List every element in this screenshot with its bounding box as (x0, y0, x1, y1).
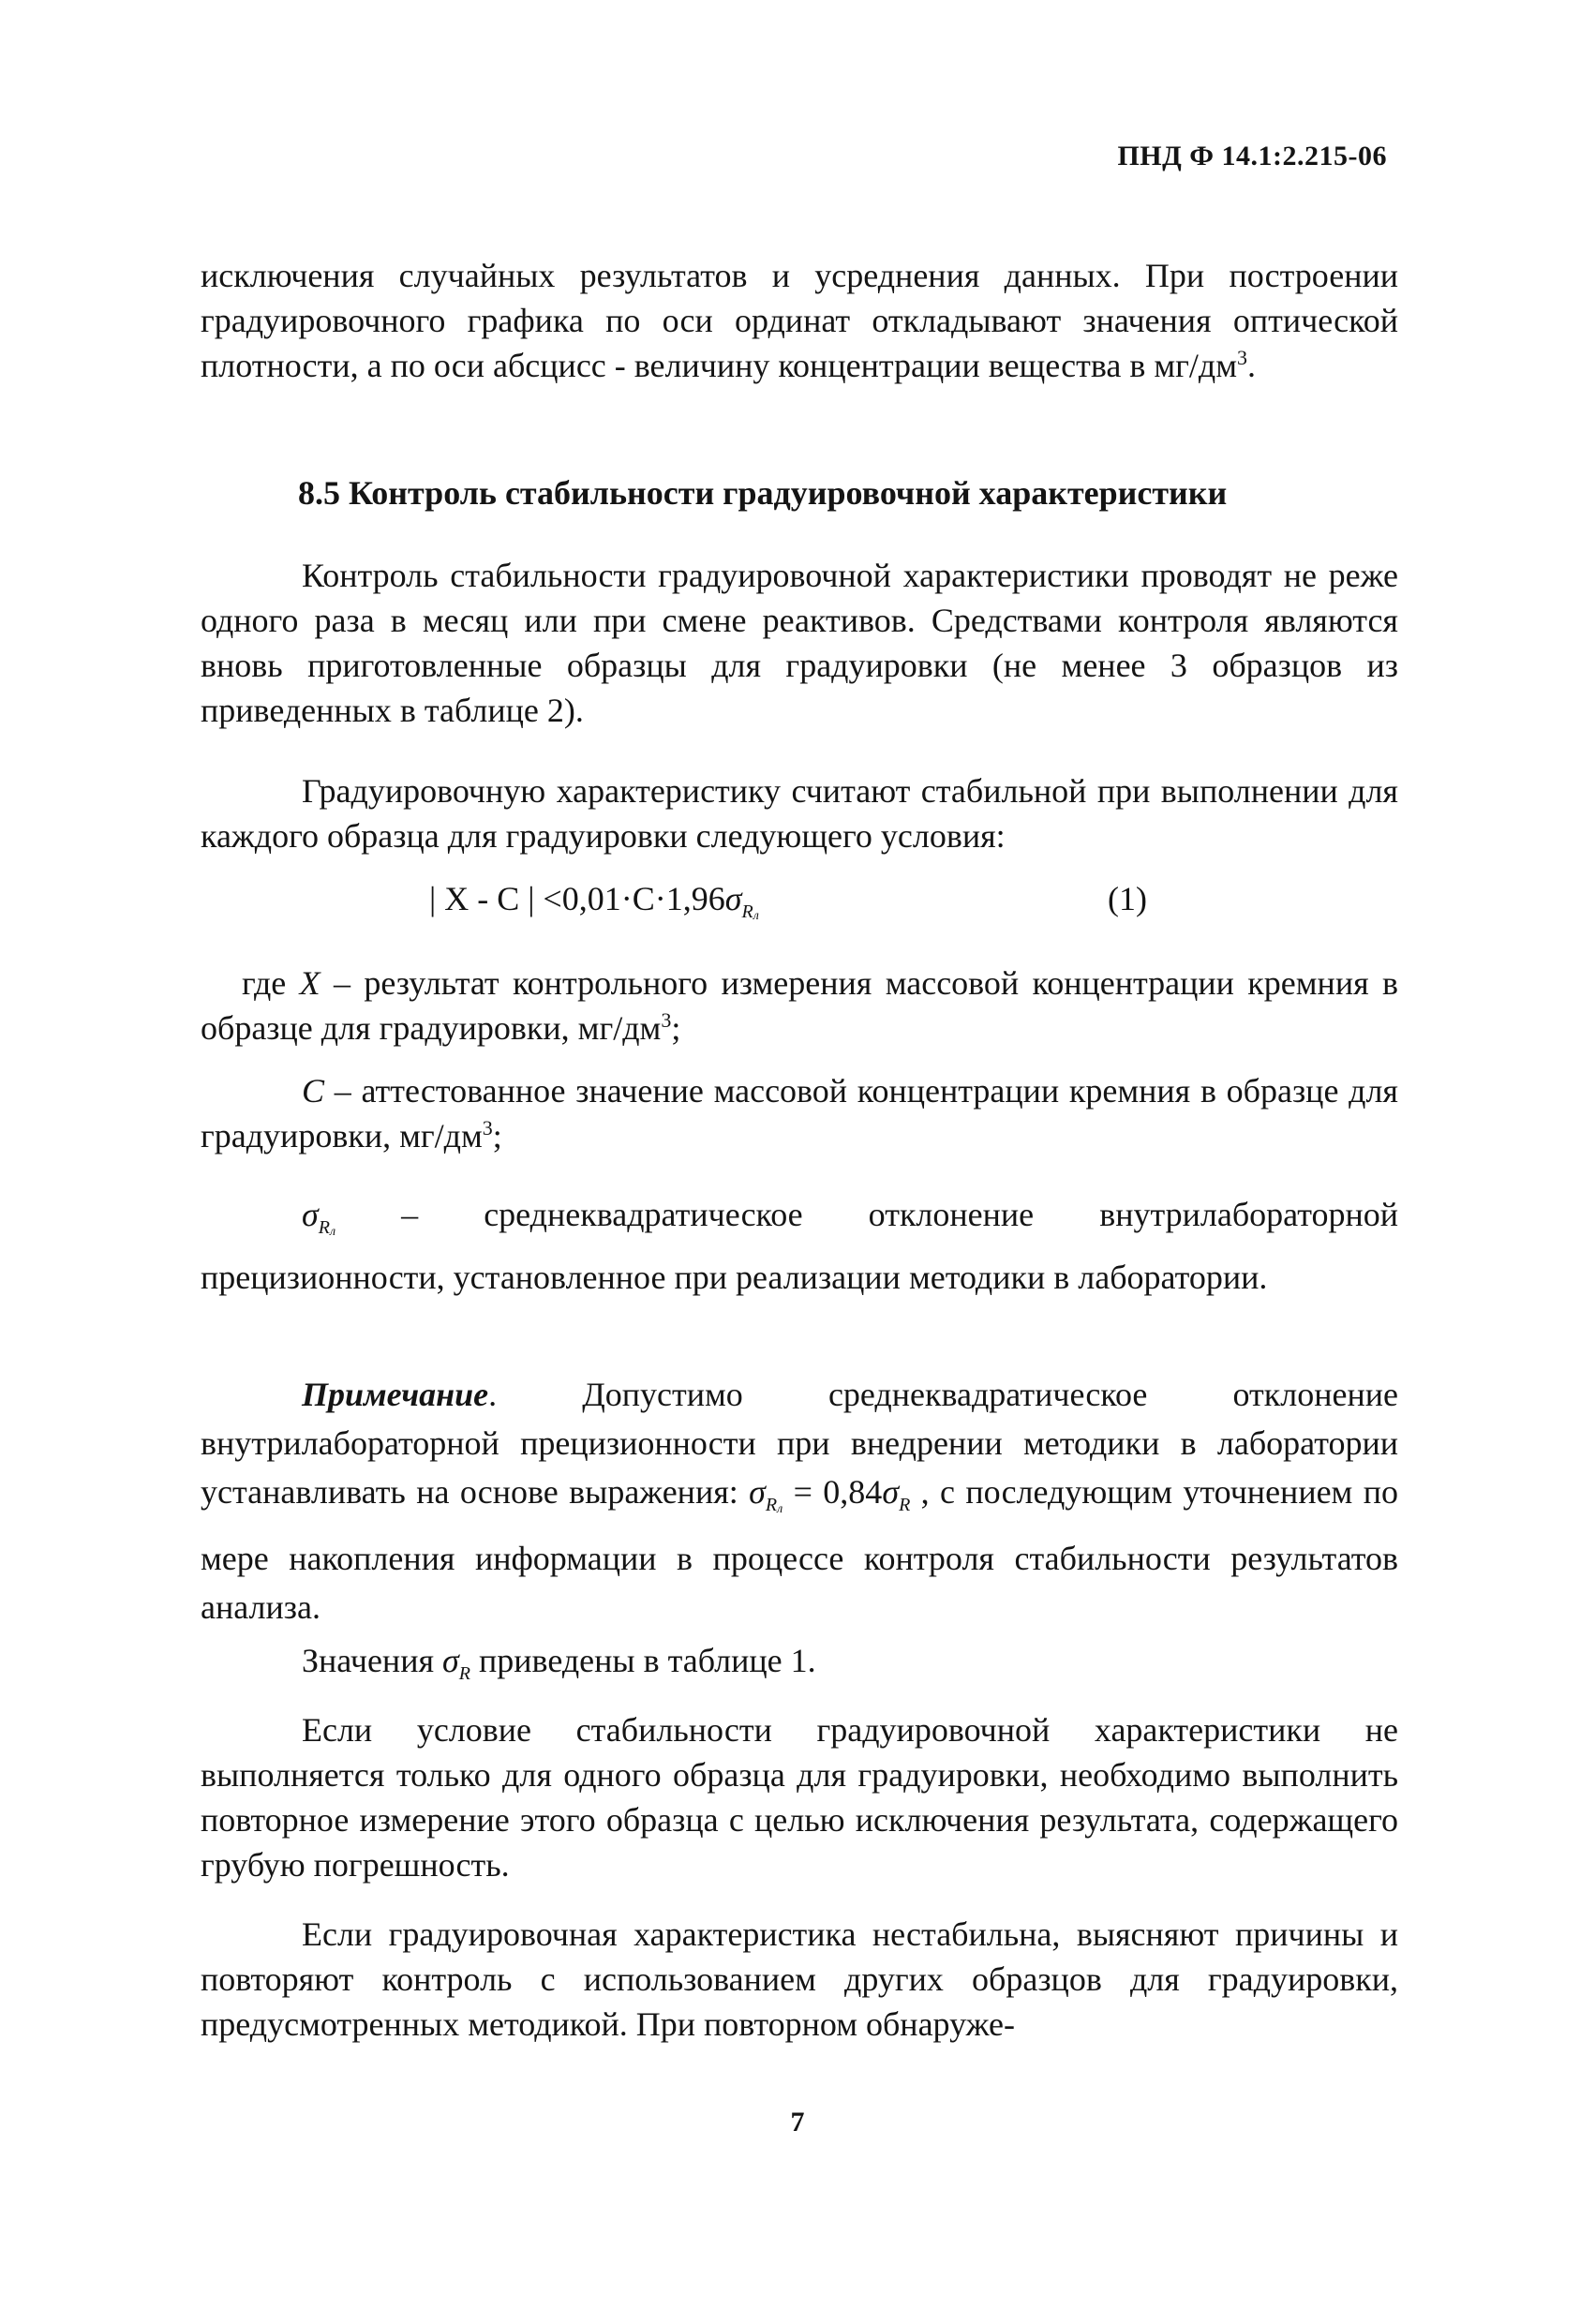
paragraph-single-sample: Если условие стабильности градуировочной характеристики не выполняется только для одного образца для градуировки, необходимо выполнить повторное измерение этого образца с целью исключения результата, содержащего грубую погрешность. (201, 1711, 1398, 1884)
stability-formula: | X - C | $<0,01\cdot C\cdot 1,96\sigma_{Rл}$ (429, 880, 759, 923)
paragraph-control: Контроль стабильности градуировочной характеристики проводят не реже одного раза в месяц или при смене реактивов. Средствами контроля являются вновь приготовленные образцы для градуировки (не менее 3 образцов из приведенных в таблице 2). (201, 557, 1398, 729)
page-number: 7 (790, 2107, 805, 2138)
definition-sigma: $\sigma_{Rл}$ – среднеквадратическое отклонение внутрилабораторной прецизионности, установленное при реализации методики в лаборатории. (201, 1196, 1398, 1296)
paragraph-condition: Градуировочную характеристику считают стабильной при выполнении для каждого образца для градуировки следующего условия: (201, 772, 1398, 855)
note-paragraph: Примечание. Допустимо среднеквадратическое отклонение внутрилабораторной прецизионности при внедрении методики в лаборатории устанавливать на основе выражения: $\sigma_{Rл} = 0,84\sigma_R$ , с последующим уточнением по мере накопления информации в процессе контроля стабильности результатов анализа. (201, 1376, 1398, 1626)
section-heading: 8.5 Контроль стабильности градуировочной характеристики (298, 474, 1228, 512)
intro-paragraph: исключения случайных результатов и усреднения данных. При построении градуировочного графика по оси ординат откладывают значения оптической плотности, а по оси абсцисс - величину концентрации вещества в $мг/дм^3$. (201, 257, 1398, 384)
values-line: Значения $\sigma_R$ приведены в таблице 1. (302, 1642, 816, 1684)
paragraph-unstable: Если градуировочная характеристика нестабильна, выясняют причины и повторяют контроль с использованием других образцов для градуировки, предусмотренных методикой. При повторном обнаруже- (201, 1915, 1398, 2043)
definition-x: где X – результат контрольного измерения массовой концентрации кремния в образце для градуировки, $мг/дм^3$; (201, 964, 1399, 1047)
definition-c: С – аттестованное значение массовой концентрации кремния в образце для градуировки, $мг/дм^3$; (201, 1072, 1398, 1155)
formula-number: (1) (1108, 880, 1147, 917)
document-code: ПНД Ф 14.1:2.215-06 (1117, 141, 1387, 171)
